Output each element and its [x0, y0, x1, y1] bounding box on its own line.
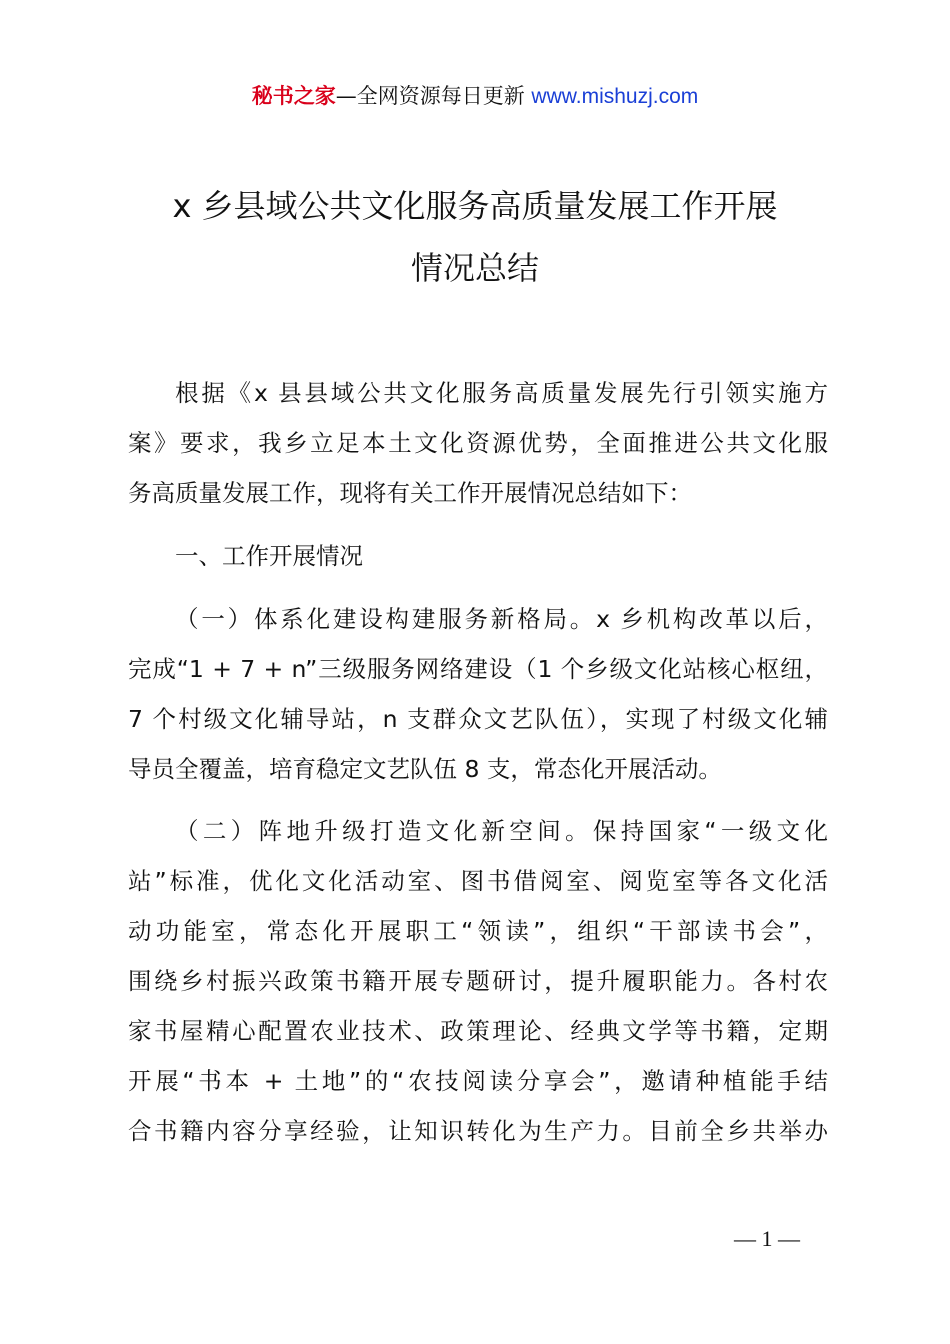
text-line: 务高质量发展工作，现将有关工作开展情况总结如下：: [128, 479, 692, 507]
paragraph-intro: [128, 368, 828, 518]
text-line: 7 个村级文化辅导站，n 支群众文艺队伍），实现了村级文化辅: [128, 705, 828, 733]
document-title-line-2: 情况总结: [410, 249, 539, 287]
text-line: 完成“1 + 7 + n”三级服务网络建设（1 个乡级文化站核心枢纽，: [128, 655, 828, 683]
text-line: 围绕乡村振兴政策书籍开展专题研讨，提升履职能力。各村农: [128, 967, 828, 995]
site-header: [0, 82, 950, 111]
text-line: 站”标准，优化文化活动室、图书借阅室、阅览室等各文化活: [128, 867, 828, 895]
document-title-line-1: x 乡县域公共文化服务高质量发展工作开展: [172, 187, 778, 225]
paragraph-subsection-1: [128, 594, 828, 794]
site-url-link[interactable]: www.mishuzj.com: [531, 85, 699, 108]
text-line: 开展“书本 + 土地”的“农技阅读分享会”，邀请种植能手结: [128, 1067, 828, 1095]
text-line: 一、工作开展情况: [175, 542, 363, 570]
text-line: （一）体系化建设构建服务新格局。x 乡机构改革以后，: [175, 605, 828, 633]
section-heading-1: [128, 531, 828, 581]
site-tagline: —全网资源每日更新: [335, 84, 532, 108]
site-brand: 秘书之家: [251, 84, 336, 108]
text-line: 合书籍内容分享经验，让知识转化为生产力。目前全乡共举办: [128, 1117, 828, 1145]
text-line: 导员全覆盖，培育稳定文艺队伍 8 支，常态化开展活动。: [128, 755, 722, 783]
text-line: （二）阵地升级打造文化新空间。保持国家“一级文化: [175, 817, 828, 845]
text-line: 根据《x 县县域公共文化服务高质量发展先行引领实施方: [175, 379, 828, 407]
text-line: 案》要求，我乡立足本土文化资源优势，全面推进公共文化服: [128, 429, 828, 457]
text-line: 家书屋精心配置农业技术、政策理论、经典文学等书籍，定期: [128, 1017, 828, 1045]
text-line: 动功能室，常态化开展职工“领读”，组织“干部读书会”，: [128, 917, 828, 945]
page-number: — 1 —: [734, 1226, 800, 1251]
paragraph-subsection-2: [128, 806, 828, 1156]
